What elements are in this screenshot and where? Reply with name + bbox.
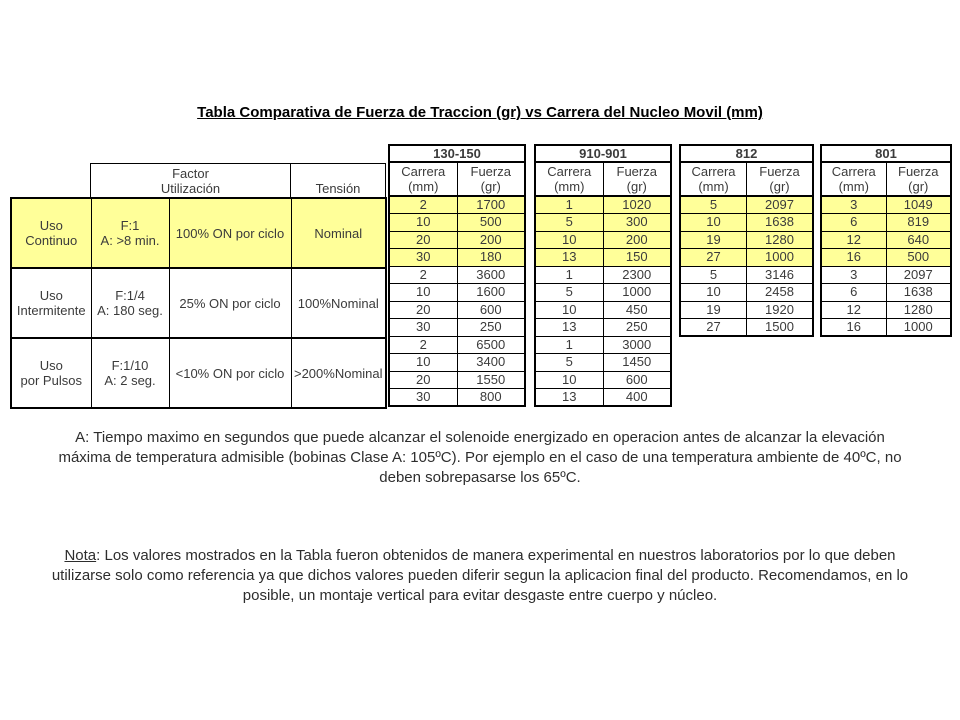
table-row — [680, 319, 813, 337]
table-row — [821, 284, 951, 302]
product-name-header: 910-901 — [535, 145, 671, 162]
ciclo-cell: <10% ON por ciclo — [169, 338, 291, 408]
fuerza-cell: 1020 — [603, 196, 671, 214]
fuerza-cell: 250 — [603, 319, 671, 337]
table-row — [389, 354, 525, 372]
table-row — [389, 249, 525, 267]
table-row — [821, 162, 951, 196]
nota — [0, 546, 960, 606]
carrera-cell: 12 — [821, 301, 886, 319]
carrera-header — [389, 162, 457, 196]
table-row — [821, 301, 951, 319]
tension-cell: Nominal — [291, 198, 386, 268]
fuerza-unit: (gr) — [480, 179, 501, 194]
fuerza-cell: 819 — [886, 214, 951, 232]
carrera-unit: (mm) — [838, 179, 869, 194]
product-table-910-901 — [534, 144, 672, 407]
table-row — [389, 231, 525, 249]
carrera-cell: 16 — [821, 319, 886, 337]
table-row — [821, 231, 951, 249]
table-row — [91, 164, 386, 198]
nota-label: Nota — [64, 547, 97, 564]
carrera-label: Carrera — [691, 164, 736, 179]
carrera-unit: (mm) — [408, 179, 439, 194]
fuerza-cell: 1600 — [457, 284, 525, 302]
fuerza-cell: 1500 — [747, 319, 814, 337]
table-row — [535, 371, 671, 389]
fuerza-cell: 1920 — [747, 301, 814, 319]
ciclo-cell: 100% ON por ciclo — [169, 198, 291, 268]
carrera-cell: 13 — [535, 389, 603, 407]
carrera-cell: 1 — [535, 336, 603, 354]
carrera-cell: 6 — [821, 214, 886, 232]
tension-header: Tensión — [291, 164, 386, 198]
fuerza-cell: 800 — [457, 389, 525, 407]
tiempo-value: A: 2 seg. — [104, 373, 156, 388]
table-row — [389, 145, 525, 162]
table-row — [535, 196, 671, 214]
table-row — [389, 284, 525, 302]
fuerza-header — [603, 162, 671, 196]
product-table-812 — [679, 144, 814, 337]
fuerza-cell: 250 — [457, 319, 525, 337]
carrera-cell: 10 — [389, 214, 457, 232]
table-row — [535, 214, 671, 232]
table-row — [389, 336, 525, 354]
fuerza-cell: 640 — [886, 231, 951, 249]
fuerza-cell: 1550 — [457, 371, 525, 389]
table-row — [535, 284, 671, 302]
carrera-header — [535, 162, 603, 196]
fuerza-label: Fuerza — [759, 164, 800, 179]
note-a — [0, 428, 960, 488]
fuerza-cell: 1638 — [886, 284, 951, 302]
carrera-cell: 27 — [680, 319, 747, 337]
carrera-label: Carrera — [401, 164, 446, 179]
factor-cell — [91, 338, 169, 408]
fuerza-unit: (gr) — [908, 179, 929, 194]
table-row-intermitente — [11, 268, 386, 338]
table-row — [389, 162, 525, 196]
nota-line — [0, 546, 960, 566]
carrera-cell: 13 — [535, 319, 603, 337]
table-row — [535, 336, 671, 354]
carrera-cell: 20 — [389, 231, 457, 249]
fuerza-header — [747, 162, 814, 196]
note-a-line: deben sobrepasarse los 65ºC. — [379, 469, 581, 486]
carrera-cell: 16 — [821, 249, 886, 267]
product-name-header: 801 — [821, 145, 951, 162]
factor-utilizacion-header — [91, 164, 291, 198]
fuerza-cell: 3600 — [457, 266, 525, 284]
table-row — [389, 196, 525, 214]
carrera-cell: 3 — [821, 266, 886, 284]
factor-value: F:1/4 — [115, 288, 145, 303]
table-row — [821, 266, 951, 284]
fuerza-cell: 2097 — [747, 196, 814, 214]
table-row — [535, 145, 671, 162]
uso-cell — [11, 338, 91, 408]
table-row — [535, 354, 671, 372]
table-row — [535, 319, 671, 337]
factor-header-table — [90, 163, 386, 198]
carrera-cell: 10 — [680, 214, 747, 232]
product-name-header: 130-150 — [389, 145, 525, 162]
carrera-cell: 10 — [535, 371, 603, 389]
usage-factor-table — [10, 197, 387, 409]
uso-label: Uso — [39, 288, 63, 303]
carrera-cell: 2 — [389, 336, 457, 354]
fuerza-cell: 500 — [886, 249, 951, 267]
fuerza-unit: (gr) — [626, 179, 647, 194]
carrera-cell: 19 — [680, 301, 747, 319]
table-row — [821, 214, 951, 232]
fuerza-cell: 600 — [457, 301, 525, 319]
table-row — [535, 301, 671, 319]
uso-label: Uso — [39, 218, 63, 233]
fuerza-cell: 150 — [603, 249, 671, 267]
carrera-cell: 5 — [535, 354, 603, 372]
factor-cell — [91, 268, 169, 338]
fuerza-unit: (gr) — [769, 179, 790, 194]
fuerza-cell: 1700 — [457, 196, 525, 214]
page-title: Tabla Comparativa de Fuerza de Traccion (gr) vs Carrera del Nucleo Movil (mm) — [197, 104, 763, 121]
carrera-cell: 2 — [389, 196, 457, 214]
fuerza-header — [457, 162, 525, 196]
table-row — [680, 196, 813, 214]
carrera-cell: 5 — [535, 284, 603, 302]
table-row — [821, 145, 951, 162]
fuerza-cell: 400 — [603, 389, 671, 407]
table-row — [389, 266, 525, 284]
table-row-continuo — [11, 198, 386, 268]
fuerza-cell: 1049 — [886, 196, 951, 214]
carrera-unit: (mm) — [554, 179, 585, 194]
carrera-cell: 27 — [680, 249, 747, 267]
uso-label: Uso — [39, 358, 63, 373]
carrera-cell: 10 — [680, 284, 747, 302]
carrera-cell: 5 — [680, 196, 747, 214]
table-row — [680, 162, 813, 196]
fuerza-cell: 3400 — [457, 354, 525, 372]
table-row — [821, 319, 951, 337]
ciclo-cell: 25% ON por ciclo — [169, 268, 291, 338]
carrera-cell: 19 — [680, 231, 747, 249]
fuerza-cell: 300 — [603, 214, 671, 232]
table-row — [821, 196, 951, 214]
carrera-cell: 20 — [389, 301, 457, 319]
table-row — [389, 214, 525, 232]
fuerza-cell: 3146 — [747, 266, 814, 284]
fuerza-cell: 2458 — [747, 284, 814, 302]
note-a-line: A: Tiempo maximo en segundos que puede alcanzar el solenoide energizado en operacion antes de alcanzar la elevación — [75, 429, 885, 446]
carrera-cell: 30 — [389, 249, 457, 267]
carrera-cell: 10 — [389, 284, 457, 302]
fuerza-cell: 500 — [457, 214, 525, 232]
table-row — [389, 301, 525, 319]
nota-line: utilizarse solo como referencia ya que dichos valores pueden diferir segun la aplicacion final del producto. Recomendamos, en lo — [51, 567, 909, 584]
utilizacion-label: Utilización — [160, 181, 221, 196]
fuerza-header — [886, 162, 951, 196]
carrera-cell: 5 — [535, 214, 603, 232]
table-row — [680, 266, 813, 284]
fuerza-cell: 1638 — [747, 214, 814, 232]
table-row — [821, 249, 951, 267]
carrera-cell: 5 — [680, 266, 747, 284]
product-name-header: 812 — [680, 145, 813, 162]
table-row — [680, 145, 813, 162]
carrera-cell: 13 — [535, 249, 603, 267]
carrera-unit: (mm) — [698, 179, 729, 194]
table-row — [535, 231, 671, 249]
fuerza-cell: 200 — [603, 231, 671, 249]
fuerza-label: Fuerza — [898, 164, 939, 179]
fuerza-cell: 2300 — [603, 266, 671, 284]
carrera-cell: 3 — [821, 196, 886, 214]
fuerza-cell: 3000 — [603, 336, 671, 354]
uso-cell — [11, 268, 91, 338]
fuerza-cell: 2097 — [886, 266, 951, 284]
fuerza-cell: 1000 — [603, 284, 671, 302]
fuerza-cell: 6500 — [457, 336, 525, 354]
uso-label: Continuo — [25, 233, 78, 248]
note-a-line: máxima de temperatura admisible (bobinas Clase A: 105ºC). Por ejemplo en el caso de una temperatura ambiente de 40ºC, no — [58, 449, 902, 466]
carrera-cell: 30 — [389, 319, 457, 337]
table-row — [680, 301, 813, 319]
table-row — [535, 389, 671, 407]
tiempo-value: A: 180 seg. — [97, 303, 163, 318]
uso-cell — [11, 198, 91, 268]
product-table-801 — [820, 144, 952, 337]
factor-cell — [91, 198, 169, 268]
table-row-pulsos — [11, 338, 386, 408]
tension-cell: >200%Nominal — [291, 338, 386, 408]
carrera-cell: 1 — [535, 266, 603, 284]
table-row — [389, 389, 525, 407]
carrera-cell: 12 — [821, 231, 886, 249]
fuerza-cell: 180 — [457, 249, 525, 267]
product-table-130-150 — [388, 144, 526, 407]
nota-line: posible, un montaje vertical para evitar desgaste entre cuerpo y núcleo. — [242, 587, 718, 604]
carrera-cell: 2 — [389, 266, 457, 284]
carrera-cell: 10 — [389, 354, 457, 372]
carrera-header — [821, 162, 886, 196]
fuerza-label: Fuerza — [616, 164, 657, 179]
fuerza-label: Fuerza — [470, 164, 511, 179]
carrera-cell: 10 — [535, 231, 603, 249]
fuerza-cell: 200 — [457, 231, 525, 249]
fuerza-cell: 1280 — [747, 231, 814, 249]
table-row — [389, 319, 525, 337]
fuerza-cell: 1000 — [886, 319, 951, 337]
carrera-cell: 30 — [389, 389, 457, 407]
uso-label: Intermitente — [16, 303, 86, 318]
factor-label: Factor — [172, 166, 209, 181]
carrera-cell: 1 — [535, 196, 603, 214]
uso-label: por Pulsos — [20, 373, 82, 388]
table-row — [680, 249, 813, 267]
fuerza-cell: 600 — [603, 371, 671, 389]
carrera-cell: 10 — [535, 301, 603, 319]
table-row — [389, 371, 525, 389]
tiempo-value: A: >8 min. — [100, 233, 160, 248]
table-row — [680, 284, 813, 302]
nota-line-rest: : Los valores mostrados en la Tabla fueron obtenidos de manera experimental en nuestros laboratorios por lo que deben — [96, 547, 896, 564]
fuerza-cell: 450 — [603, 301, 671, 319]
carrera-header — [680, 162, 747, 196]
tension-cell: 100%Nominal — [291, 268, 386, 338]
carrera-cell: 20 — [389, 371, 457, 389]
carrera-cell: 6 — [821, 284, 886, 302]
fuerza-cell: 1450 — [603, 354, 671, 372]
table-row — [535, 162, 671, 196]
table-row — [680, 231, 813, 249]
fuerza-cell: 1280 — [886, 301, 951, 319]
factor-value: F:1 — [120, 218, 140, 233]
table-row — [680, 214, 813, 232]
carrera-label: Carrera — [831, 164, 876, 179]
factor-value: F:1/10 — [111, 358, 149, 373]
table-row — [535, 266, 671, 284]
carrera-label: Carrera — [547, 164, 592, 179]
table-row — [535, 249, 671, 267]
fuerza-cell: 1000 — [747, 249, 814, 267]
